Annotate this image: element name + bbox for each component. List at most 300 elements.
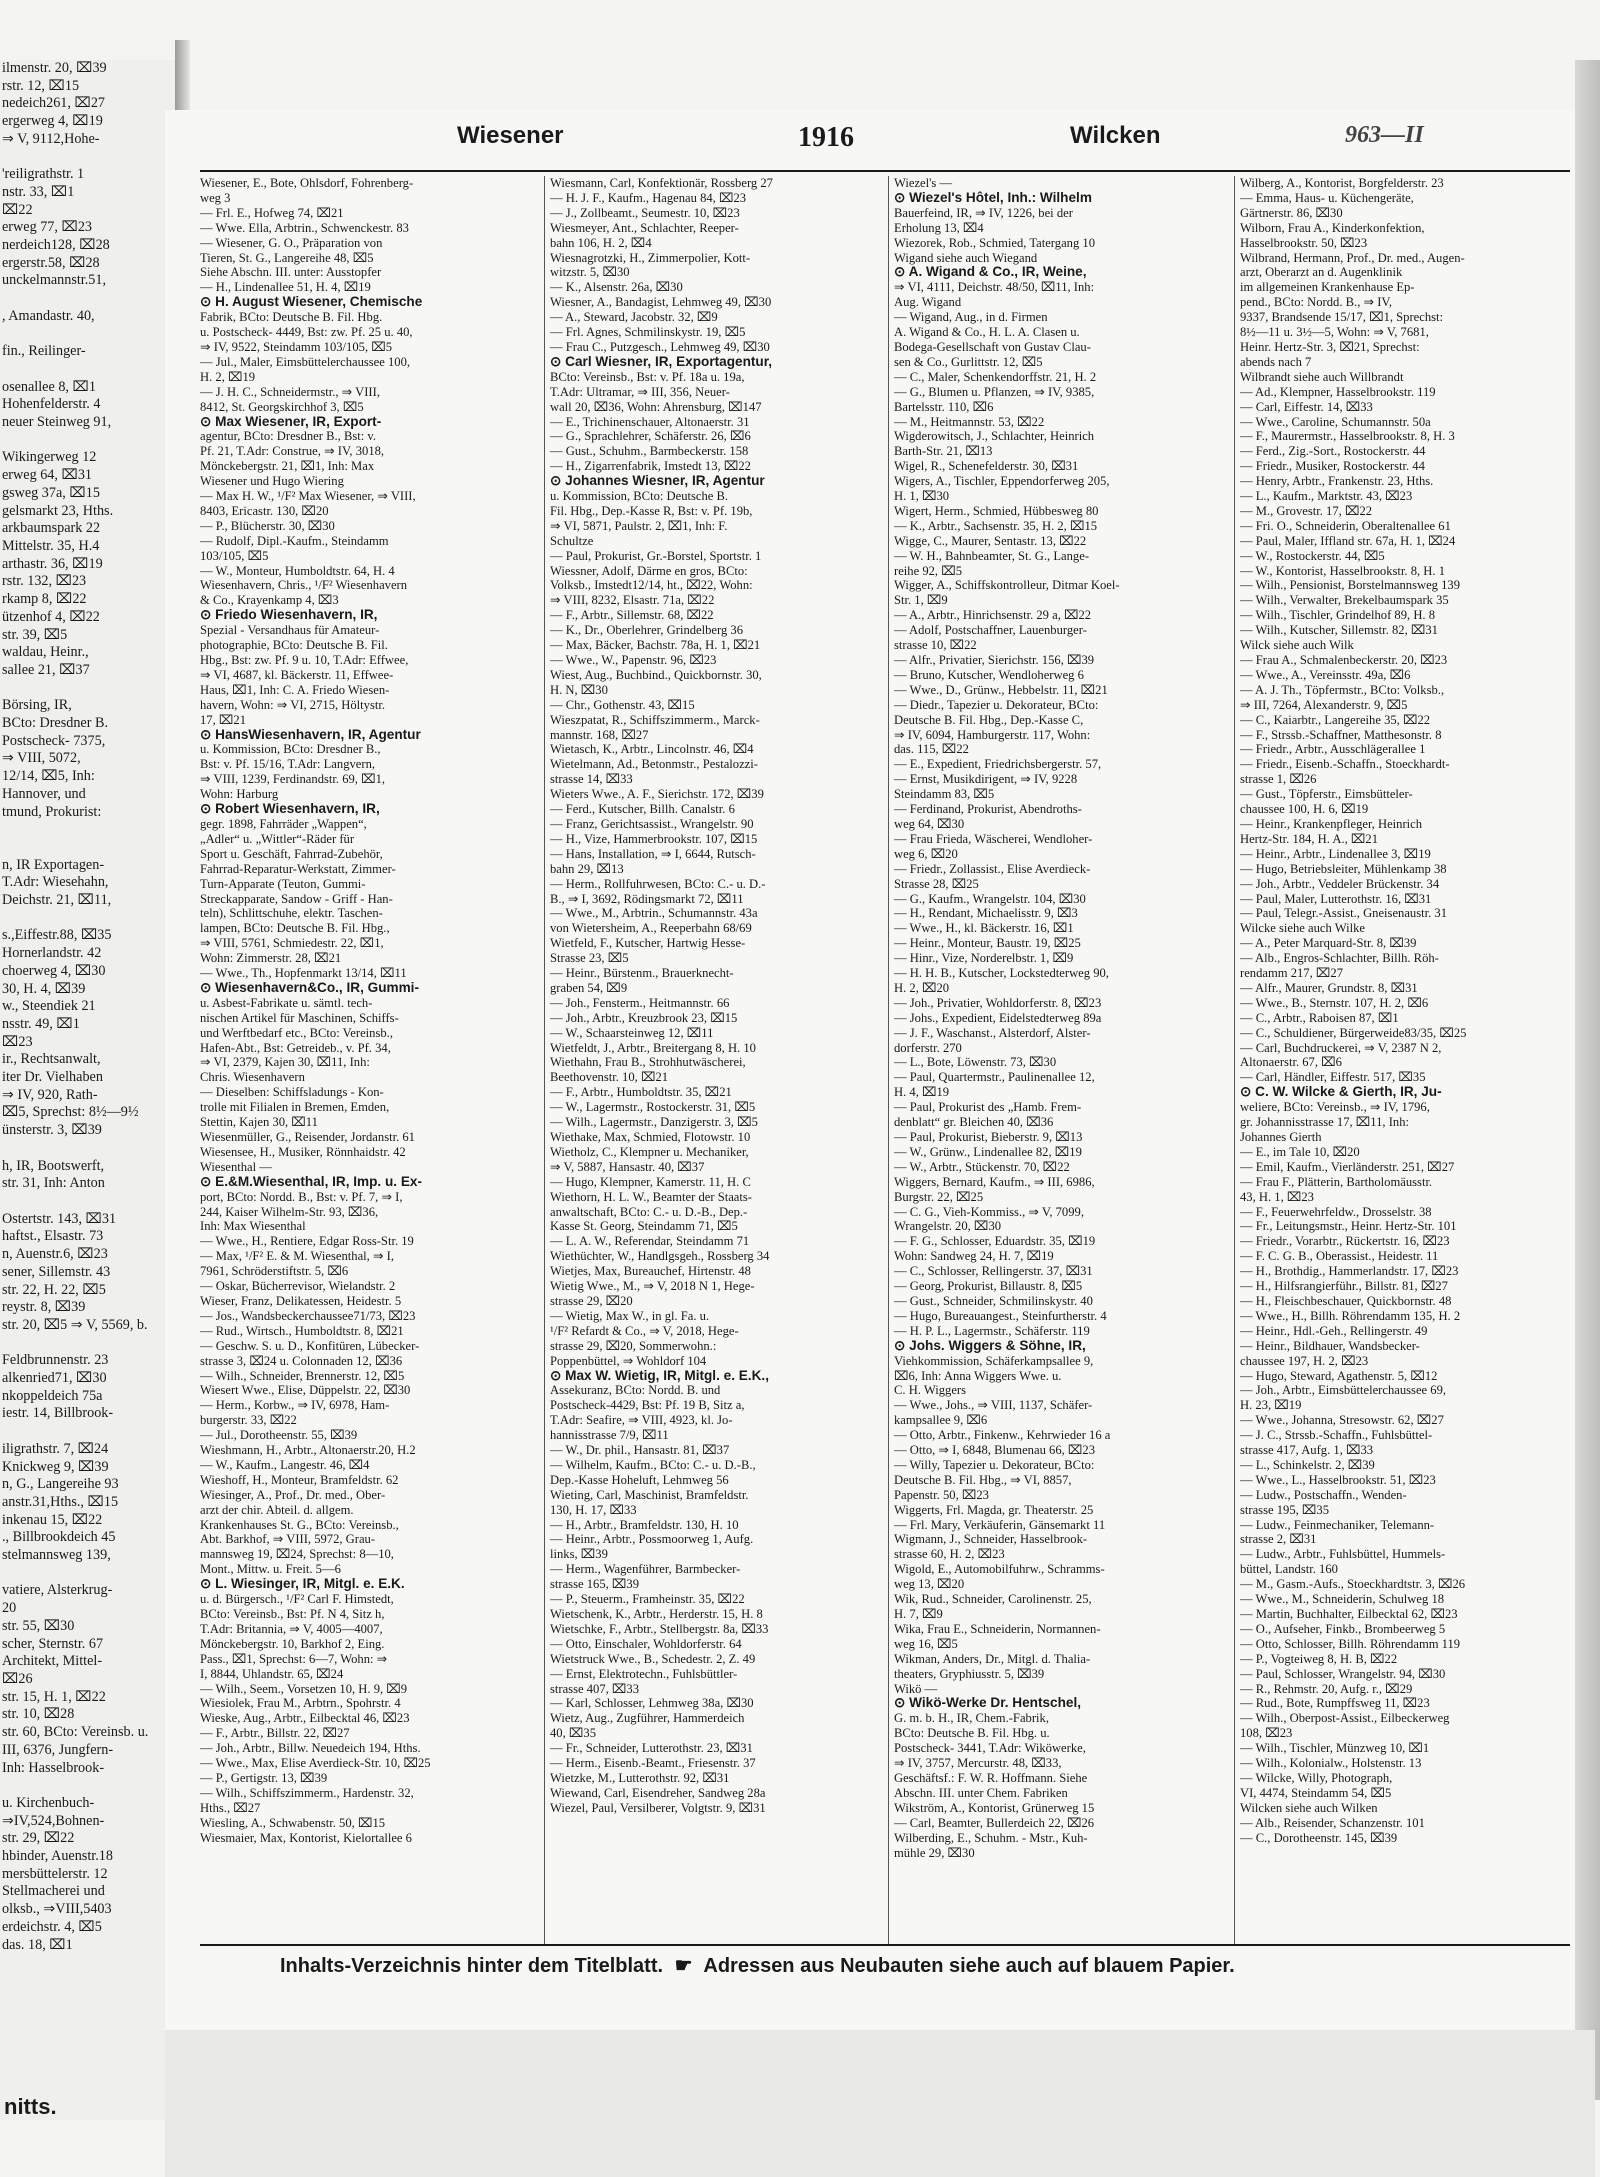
directory-line: — J., Zollbeamt., Seumestr. 10, ⌧23 xyxy=(550,205,740,220)
directory-line: — W., Arbtr., Stückenstr. 70, ⌧22 xyxy=(894,1159,1070,1174)
directory-line: — Otto, Einschaler, Wohldorferstr. 64 xyxy=(550,1636,742,1651)
directory-line: Kasse St. Georg, Steindamm 71, ⌧5 xyxy=(550,1219,738,1234)
directory-line: Deutsche B. Fil. Hbg., ⇒ VI, 8857, xyxy=(894,1472,1072,1487)
footer-rule xyxy=(200,1944,1570,1946)
directory-line: Wieters Wwe., A. F., Sierichstr. 172, ⌧39 xyxy=(550,787,764,802)
directory-line: — Emil, Kaufm., Vierländerstr. 251, ⌧27 xyxy=(1240,1159,1455,1174)
directory-line: Mönckebergstr. 10, Barkhof 2, Eing. xyxy=(200,1636,385,1651)
directory-line: weliere, BCto: Vereinsb., ⇒ IV, 1796, xyxy=(1240,1100,1430,1115)
directory-line: — A., Peter Marquard-Str. 8, ⌧39 xyxy=(1240,936,1417,951)
directory-line: — Joh., Arbtr., Billw. Neuedeich 194, Hths. xyxy=(200,1741,421,1756)
directory-line: Wieser, Franz, Delikatessen, Heidestr. 5 xyxy=(200,1293,402,1308)
directory-line: Poppenbüttel, ⇒ Wohldorf 104 xyxy=(550,1353,707,1368)
directory-line: nstr. 33, ⌧1 xyxy=(2,183,75,200)
directory-line: BCto: Vereinsb., Bst: v. Pf. 18a u. 19a, xyxy=(550,369,745,384)
directory-line: — Paul, Maler, Iffland str. 67a, H. 1, ⌧24 xyxy=(1240,533,1456,548)
directory-line: Wiesnagrotzki, H., Zimmerpolier, Kott- xyxy=(550,250,751,265)
directory-line: rstr. 12, ⌧15 xyxy=(2,77,80,94)
directory-line: Wilberding, E., Schuhm. - Mstr., Kuh- xyxy=(894,1830,1088,1845)
directory-line: Wiesener, E., Bote, Ohlsdorf, Fohrenberg- xyxy=(200,176,414,190)
directory-line: — Jul., Maler, Eimsbüttelerchaussee 100, xyxy=(200,354,411,369)
directory-line: graben 54, ⌧9 xyxy=(550,980,628,995)
directory-line: — C., Dorotheenstr. 145, ⌧39 xyxy=(1240,1830,1398,1845)
directory-line: Wietjes, Max, Bureauchef, Hirtenstr. 48 xyxy=(550,1264,751,1279)
directory-line: — Fr., Leitungsmstr., Heinr. Hertz-Str. 101 xyxy=(1240,1219,1457,1234)
directory-line: str. 22, H. 22, ⌧5 xyxy=(2,1281,106,1298)
directory-line: — Wilh., Pensionist, Borstelmannsweg 139 xyxy=(1240,578,1460,593)
directory-line: T.Adr: Seafire, ⇒ VIII, 4923, kl. Jo- xyxy=(550,1413,733,1428)
directory-line: strasse 10, ⌧22 xyxy=(894,638,977,653)
directory-line: — Jos., Wandsbeckerchaussee71/73, ⌧23 xyxy=(200,1308,416,1323)
directory-line: ergerstr.58, ⌧28 xyxy=(2,254,100,271)
directory-line: 7961, Schröderstiftstr. 5, ⌧6 xyxy=(200,1264,349,1279)
directory-line: T.Adr: Britannia, ⇒ V, 4005—4007, xyxy=(200,1621,383,1636)
directory-line: Wohn: Harburg xyxy=(200,787,279,802)
directory-line: Wigger, A., Schiffskontrolleur, Ditmar Koel- xyxy=(894,578,1120,593)
directory-line: ⇒ VIII, 8232, Elsastr. 71a, ⌧22 xyxy=(550,593,715,608)
directory-line: ⌧5, Sprechst: 8½—9½ xyxy=(2,1104,139,1121)
directory-line: Bodega-Gesellschaft von Gustav Clau- xyxy=(894,339,1091,354)
running-header xyxy=(200,122,1570,166)
header-first-entry: Wiesener xyxy=(457,122,564,149)
directory-line: Fabrik, BCto: Deutsche B. Fil. Hbg. xyxy=(200,310,383,325)
directory-line: Wiezel, Paul, Versilberer, Volgtstr. 9, ⌧31 xyxy=(550,1800,766,1815)
directory-line: Postscheck-4429, Bst: Pf. 19 B, Sitz a, xyxy=(550,1398,745,1413)
directory-line: nerdeich128, ⌧28 xyxy=(2,237,110,254)
directory-line: , Amandastr. 40, xyxy=(2,307,95,324)
directory-line: ⊙ Wikö-Werke Dr. Hentschel, xyxy=(894,1696,1082,1711)
directory-line: — C., Kaiarbtr., Langereihe 35, ⌧22 xyxy=(1240,712,1431,727)
directory-line: Stettin, Kajen 30, ⌧11 xyxy=(200,1115,318,1130)
directory-line: ⇒ III, 7264, Alexanderstr. 9, ⌧5 xyxy=(1240,697,1408,712)
directory-line: — Herm., Eisenb.-Beamt., Friesenstr. 37 xyxy=(550,1756,756,1771)
directory-line: Volksb., Imstedt12/14, ht., ⌧22, Wohn: xyxy=(550,578,753,593)
directory-line: Wieshmann, H., Arbtr., Altonaerstr.20, H.2 xyxy=(200,1443,416,1458)
directory-line: alkenried71, ⌧30 xyxy=(2,1370,107,1387)
directory-line: — Willy, Tapezier u. Dekorateur, BCto: xyxy=(894,1457,1095,1472)
directory-line: — M., Grovestr. 17, ⌧22 xyxy=(1240,503,1373,518)
directory-line: Hths., ⌧27 xyxy=(200,1800,261,1815)
directory-line: H. 1, ⌧30 xyxy=(894,489,950,504)
directory-line: — C., Schlosser, Rellingerstr. 37, ⌧31 xyxy=(894,1264,1093,1279)
directory-line: ützenhof 4, ⌧22 xyxy=(2,608,100,625)
directory-line: Postscheck- 3441, T.Adr: Wiköwerke, xyxy=(894,1741,1086,1756)
directory-line: — J. F., Waschanst., Alsterdorf, Alster- xyxy=(894,1025,1091,1040)
directory-line: — Hugo, Klempner, Kamerstr. 11, H. C xyxy=(550,1174,751,1189)
directory-line xyxy=(0,821,175,839)
directory-line: C. H. Wiggers xyxy=(894,1383,967,1398)
directory-line: — Paul, Prokurist des „Hamb. Frem- xyxy=(894,1100,1082,1115)
directory-line: ⇒ IV, 3757, Mercurstr. 48, ⌧33, xyxy=(894,1756,1062,1771)
directory-line: mersbüttelerstr. 12 xyxy=(2,1865,108,1882)
directory-line: 130, H. 17, ⌧33 xyxy=(550,1502,637,1517)
directory-line: G. m. b. H., IR, Chem.-Fabrik, xyxy=(894,1711,1049,1726)
directory-line: str. 15, H. 1, ⌧22 xyxy=(2,1688,106,1705)
directory-line xyxy=(0,432,175,450)
directory-line: — Wilh., Tischler, Münzweg 10, ⌧1 xyxy=(1240,1741,1430,1756)
directory-line: Wrangelstr. 20, ⌧30 xyxy=(894,1219,1002,1234)
directory-line: ⇒ VI, 4687, kl. Bäckerstr. 11, Effwee- xyxy=(200,667,394,682)
directory-line: Beethovenstr. 10, ⌧21 xyxy=(550,1070,669,1085)
directory-line: — Hugo, Steward, Agathenstr. 5, ⌧12 xyxy=(1240,1368,1438,1383)
directory-line: denblatt“ gr. Bleichen 40, ⌧36 xyxy=(894,1115,1054,1130)
directory-line: Wilck siehe auch Wilk xyxy=(1240,638,1354,653)
directory-line: str. 20, ⌧5 ⇒ V, 5569, b. xyxy=(2,1316,148,1333)
directory-line: — K., Arbtr., Sachsenstr. 35, H. 2, ⌧15 xyxy=(894,518,1098,533)
directory-line: u. Postscheck- 4449, Bst: zw. Pf. 25 u. 40, xyxy=(200,325,413,340)
directory-line: — Johs., Expedient, Eidelstedterweg 89a xyxy=(894,1010,1102,1025)
directory-line: Wiethorn, H. L. W., Beamter der Staats- xyxy=(550,1189,752,1204)
directory-line xyxy=(0,361,175,379)
directory-line: das. 18, ⌧1 xyxy=(2,1936,73,1953)
directory-line xyxy=(0,680,175,698)
directory-line: — Bruno, Kutscher, Wendloherweg 6 xyxy=(894,667,1084,682)
directory-line: nedeich261, ⌧27 xyxy=(2,95,106,112)
directory-line: strasse 60, H. 2, ⌧23 xyxy=(894,1547,1005,1562)
directory-line: 43, H. 1, ⌧23 xyxy=(1240,1189,1314,1204)
directory-line: Hohenfelderstr. 4 xyxy=(2,396,101,413)
directory-line: reystr. 8, ⌧39 xyxy=(2,1299,86,1316)
directory-line: Wigderowitsch, J., Schlachter, Heinrich xyxy=(894,429,1095,444)
directory-line: VI, 4474, Steindamm 54, ⌧5 xyxy=(1240,1785,1392,1800)
directory-line: Wohn: Sandweg 24, H. 7, ⌧19 xyxy=(894,1249,1054,1264)
directory-line: ⊙ HansWiesenhavern, IR, Agentur xyxy=(200,727,421,742)
directory-line: — Heinr., Bildhauer, Wandsbecker- xyxy=(1240,1338,1420,1353)
directory-line: — Wilcke, Willy, Photograph, xyxy=(1240,1770,1393,1785)
header-last-entry: Wilcken xyxy=(1070,122,1161,149)
directory-line xyxy=(0,1423,175,1441)
directory-line: vatiere, Alsterkrug- xyxy=(2,1582,113,1599)
directory-line: büttel, Landstr. 160 xyxy=(1240,1562,1338,1577)
directory-line: — Alfr., Privatier, Sierichstr. 156, ⌧39 xyxy=(894,653,1095,667)
directory-line: — Paul, Prokurist, Gr.-Borstel, Sportstr. 1 xyxy=(550,548,762,563)
directory-line: — Wwe., H., Billh. Röhrendamm 135, H. 2 xyxy=(1240,1308,1461,1323)
directory-line: ⌧22 xyxy=(2,201,33,218)
directory-line: Wiesmeyer, Ant., Schlachter, Reeper- xyxy=(550,220,739,235)
directory-line: — Ludw., Feinmechaniker, Telemann- xyxy=(1240,1517,1435,1532)
directory-line: ⊙ Robert Wiesenhavern, IR, xyxy=(200,802,380,817)
directory-line: Mönckebergstr. 21, ⌧1, Inh: Max xyxy=(200,459,375,474)
directory-line: 40, ⌧35 xyxy=(550,1726,596,1741)
directory-line: — Wwe., M., Arbtrin., Schumannstr. 43a xyxy=(550,906,758,921)
directory-line: — Heinr., Arbtr., Possmoorweg 1, Aufg. xyxy=(550,1532,754,1547)
directory-line: mühle 29, ⌧30 xyxy=(894,1845,975,1860)
directory-line: Haus, ⌧1, Inh: C. A. Friedo Wiesen- xyxy=(200,682,390,697)
directory-line: weg 3 xyxy=(200,190,231,205)
directory-line: — Ferd., Kutscher, Billh. Canalstr. 6 xyxy=(550,802,735,817)
directory-line: 8412, St. Georgskirchhof 3, ⌧5 xyxy=(200,399,364,414)
directory-line: erweg 77, ⌧23 xyxy=(2,219,93,236)
directory-line: — H., Rendant, Michaelisstr. 9, ⌧3 xyxy=(894,906,1078,921)
directory-line: strasse 1, ⌧26 xyxy=(1240,772,1317,787)
directory-line: iestr. 14, Billbrook- xyxy=(2,1405,114,1422)
directory-line: ⊙ L. Wiesinger, IR, Mitgl. e. E.K. xyxy=(200,1577,405,1592)
directory-line: — H., Brothdig., Hammerlandstr. 17, ⌧23 xyxy=(1240,1264,1459,1279)
directory-line: Wigold, E., Automobilfuhrw., Schramms- xyxy=(894,1562,1105,1577)
directory-line: das. 115, ⌧22 xyxy=(894,742,969,757)
directory-line: ⇒ IV, 6094, Hamburgerstr. 117, Wohn: xyxy=(894,727,1091,742)
directory-line: str. 55, ⌧30 xyxy=(2,1617,75,1634)
directory-line: Wiessner, Adolf, Därme en gros, BCto: xyxy=(550,563,748,578)
directory-line: Bauerfeind, IR, ⇒ IV, 1226, bei der xyxy=(894,205,1073,220)
directory-line: — Wilh., Tischler, Grindelhof 89, H. 8 xyxy=(1240,608,1436,623)
directory-line: 8403, Ericastr. 130, ⌧20 xyxy=(200,503,329,518)
directory-line: — L., Kaufm., Marktstr. 43, ⌧23 xyxy=(1240,489,1413,504)
directory-line: — Wwe., Th., Hopfenmarkt 13/14, ⌧11 xyxy=(200,966,407,981)
directory-line: — F., Feuerwehrfeldw., Drosselstr. 38 xyxy=(1240,1204,1432,1219)
left-page-lines xyxy=(0,60,175,1954)
directory-line: — Wwe., D., Grünw., Hebbelstr. 11, ⌧21 xyxy=(894,682,1108,697)
directory-line: u. Asbest-Fabrikate u. sämtl. tech- xyxy=(200,995,373,1010)
directory-line: Gärtnerstr. 86, ⌧30 xyxy=(1240,205,1343,220)
directory-line: Wigers, A., Tischler, Eppendorferweg 205, xyxy=(894,474,1110,489)
directory-line: & Co., Krayenkamp 4, ⌧3 xyxy=(200,593,339,608)
directory-line: photographie, BCto: Deutsche B. Fil. xyxy=(200,638,388,653)
directory-line: Wik, Rud., Schneider, Carolinenstr. 25, xyxy=(894,1592,1092,1607)
directory-line: — Ferd., Zig.-Sort., Rostockerstr. 44 xyxy=(1240,444,1426,459)
directory-line: von Wietersheim, A., Reeperbahn 68/69 xyxy=(550,921,752,936)
directory-line: ir., Rechtsanwalt, xyxy=(2,1051,101,1068)
directory-line: — Gust., Töpferstr., Eimsbütteler- xyxy=(1240,787,1413,802)
directory-line: — Max, Bäcker, Bachstr. 78a, H. 1, ⌧21 xyxy=(550,638,761,653)
directory-line: Abt. Barkhof, ⇒ VIII, 5972, Grau- xyxy=(200,1532,376,1547)
bottom-margin xyxy=(165,2030,1595,2177)
directory-line: pend., BCto: Nordd. B., ⇒ IV, xyxy=(1240,295,1393,310)
directory-line: olksb., ⇒VIII,5403 xyxy=(2,1901,112,1918)
directory-column-3 xyxy=(894,176,1230,1941)
directory-line: Feldbrunnenstr. 23 xyxy=(2,1352,109,1369)
directory-line: — Heinr., Arbtr., Lindenallee 3, ⌧19 xyxy=(1240,846,1431,861)
directory-line: — Friedr., Zollassist., Elise Averdieck- xyxy=(894,861,1091,876)
directory-line: Inh: Hasselbrook- xyxy=(2,1759,105,1776)
directory-line: teln), Schlittschuhe, elektr. Taschen- xyxy=(200,906,383,921)
directory-line: — Heinr., Bürstenm., Brauerknecht- xyxy=(550,966,734,981)
directory-line: — P., Steuerm., Framheinstr. 35, ⌧22 xyxy=(550,1592,745,1607)
directory-line: — O., Aufseher, Finkb., Brombeerweg 5 xyxy=(1240,1621,1446,1636)
directory-line: BCto: Vereinsb., Bst: Pf. N 4, Sitz h, xyxy=(200,1607,385,1621)
directory-line: — Wwe., Johs., ⇒ VIII, 1137, Schäfer- xyxy=(894,1398,1093,1413)
directory-line: — Emma, Haus- u. Küchengeräte, xyxy=(1240,190,1414,205)
directory-line: — Jul., Dorotheenstr. 55, ⌧39 xyxy=(200,1428,358,1443)
directory-line: Steindamm 83, ⌧5 xyxy=(894,787,995,802)
directory-line: h, IR, Bootswerft, xyxy=(2,1157,105,1174)
directory-line: T.Adr: Ultramar, ⇒ III, 356, Neuer- xyxy=(550,384,730,399)
directory-line: Krankenhauses St. G., BCto: Vereinsb., xyxy=(200,1517,399,1532)
directory-line: u. Kommission, BCto: Dresdner B., xyxy=(200,742,381,757)
directory-line: — Wwe., H., Rentiere, Edgar Ross-Str. 19 xyxy=(200,1234,414,1249)
directory-line: — Friedr., Musiker, Rostockerstr. 44 xyxy=(1240,459,1425,474)
column-divider xyxy=(1234,176,1235,1946)
directory-line: neuer Steinweg 91, xyxy=(2,414,112,431)
directory-line: lampen, BCto: Deutsche B. Fil. Hbg., xyxy=(200,921,390,936)
directory-line: — Carl, Händler, Eiffestr. 517, ⌧35 xyxy=(1240,1070,1426,1085)
directory-line: Erholung 13, ⌧4 xyxy=(894,220,984,235)
directory-line: Wiezorek, Rob., Schmied, Tatergang 10 xyxy=(894,235,1095,250)
directory-line: weg 64, ⌧30 xyxy=(894,816,965,831)
directory-line: — Wilh., Schneider, Brennerstr. 12, ⌧5 xyxy=(200,1368,405,1383)
directory-line: — Frl. Agnes, Schmilinskystr. 19, ⌧5 xyxy=(550,325,746,340)
directory-line: Fil. Hbg., Dep.-Kasse R, Bst: v. Pf. 19b, xyxy=(550,503,753,518)
directory-line: scher, Sternstr. 67 xyxy=(2,1635,104,1652)
page-edge xyxy=(1575,60,1600,2100)
directory-line: strasse 407, ⌧33 xyxy=(550,1681,640,1696)
directory-line: Chris. Wiesenhavern xyxy=(200,1070,305,1085)
directory-line: gelsmarkt 23, Hths. xyxy=(2,502,114,519)
directory-line: — P., Vogteiweg 8, H. B, ⌧22 xyxy=(1240,1651,1398,1666)
directory-line: — C., Maler, Schenkendorffstr. 21, H. 2 xyxy=(894,369,1097,384)
directory-line: ⊙ Carl Wiesner, IR, Exportagentur, xyxy=(550,354,773,369)
directory-line: ., Billbrookdeich 45 xyxy=(2,1529,116,1546)
directory-line: Schultze xyxy=(550,533,594,548)
directory-line: Hannover, und xyxy=(2,785,86,802)
directory-line: ergerweg 4, ⌧19 xyxy=(2,113,103,130)
directory-line: — Alb., Reisender, Schanzenstr. 101 xyxy=(1240,1815,1425,1830)
directory-line: — W., Rostockerstr. 44, ⌧5 xyxy=(1240,548,1385,563)
directory-line: — W., Kontorist, Hasselbrookstr. 8, H. 1 xyxy=(1240,563,1445,578)
directory-line: Wohn: Zimmerstr. 28, ⌧21 xyxy=(200,951,342,966)
directory-line: Viehkommission, Schäferkampsallee 9, xyxy=(894,1353,1094,1368)
directory-line: — Wwe., L., Hasselbrookstr. 51, ⌧23 xyxy=(1240,1472,1436,1487)
directory-line: mannsweg 19, ⌧24, Sprechst: 8—10, xyxy=(200,1547,394,1562)
directory-line: fin., Reilinger- xyxy=(2,343,86,360)
directory-line: — L. A. W., Referendar, Steindamm 71 xyxy=(550,1234,750,1249)
directory-line: — Herm., Rollfuhrwesen, BCto: C.- u. D.- xyxy=(550,876,766,891)
directory-line: — F., Strssb.-Schaffner, Matthesonstr. 8 xyxy=(1240,727,1442,742)
directory-line: sener, Sillemstr. 43 xyxy=(2,1263,111,1280)
directory-line: arkbaumspark 22 xyxy=(2,520,101,537)
directory-line: Mont., Mittw. u. Freit. 5—6 xyxy=(200,1562,341,1577)
directory-line: — Paul, Maler, Lutterothstr. 16, ⌧31 xyxy=(1240,891,1432,906)
directory-line: — W., Schaarsteinweg 12, ⌧11 xyxy=(550,1025,714,1040)
directory-line: Wilberg, A., Kontorist, Borgfelderstr. 23 xyxy=(1240,176,1444,190)
directory-line: 108, ⌧23 xyxy=(1240,1726,1293,1741)
directory-line: — Carl, Beamter, Bullerdeich 22, ⌧26 xyxy=(894,1815,1095,1830)
directory-line: abends nach 7 xyxy=(1240,354,1312,369)
directory-line: Bartelsstr. 110, ⌧6 xyxy=(894,399,994,414)
directory-line: witzstr. 5, ⌧30 xyxy=(550,265,630,280)
directory-line: Wiesert Wwe., Elise, Düppelstr. 22, ⌧30 xyxy=(200,1383,411,1398)
directory-line: — Martin, Buchhalter, Eilbecktal 62, ⌧23 xyxy=(1240,1607,1458,1621)
directory-line: ⇒ VI, 5871, Paulstr. 2, ⌧1, Inh: F. xyxy=(550,518,728,533)
directory-line: gsweg 37a, ⌧15 xyxy=(2,484,100,501)
directory-line: — Adolf, Postschaffner, Lauenburger- xyxy=(894,623,1087,638)
directory-line: — Wigand, Aug., in d. Firmen xyxy=(894,310,1048,325)
directory-line: Wiethüchter, W., Handlgsgeh., Rossberg 34 xyxy=(550,1249,770,1264)
directory-line: Burgstr. 22, ⌧25 xyxy=(894,1189,984,1204)
directory-line: — Frl. E., Hofweg 74, ⌧21 xyxy=(200,205,344,220)
directory-line: „Adler“ u. „Wittler“-Räder für xyxy=(200,831,355,846)
directory-line: u. Kommission, BCto: Deutsche B. xyxy=(550,489,729,504)
directory-line: Tieren, St. G., Langereihe 48, ⌧5 xyxy=(200,250,374,265)
directory-line: hannisstrasse 7/9, ⌧11 xyxy=(550,1428,669,1443)
directory-line: rkamp 8, ⌧22 xyxy=(2,591,87,608)
directory-line: — Rud., Bote, Rumpffsweg 11, ⌧23 xyxy=(1240,1696,1430,1711)
directory-line: BCto: Dresdner B. xyxy=(2,715,109,732)
directory-line: iligrathstr. 7, ⌧24 xyxy=(2,1440,109,1457)
directory-line: — Geschw. S. u. D., Konfitüren, Lübecker- xyxy=(200,1338,420,1353)
directory-line: ⊙ H. August Wiesener, Chemische xyxy=(200,295,423,310)
directory-line: osenallee 8, ⌧1 xyxy=(2,378,96,395)
directory-line: nischen Artikel für Maschinen, Schiffs- xyxy=(200,1010,399,1025)
directory-line: Wiesensee, H., Musiker, Rönnhaidstr. 42 xyxy=(200,1144,406,1159)
directory-line: str. 10, ⌧28 xyxy=(2,1706,75,1723)
directory-line: — Paul, Prokurist, Bieberstr. 9, ⌧13 xyxy=(894,1130,1083,1144)
directory-line: — Friedr., Vorarbtr., Rückertstr. 16, ⌧23 xyxy=(1240,1234,1450,1249)
directory-line: — H., Hilfsrangierführ., Billstr. 81, ⌧27 xyxy=(1240,1279,1448,1294)
directory-line: — Ferdinand, Prokurist, Abendroths- xyxy=(894,802,1082,817)
directory-line: Wietasch, K., Arbtr., Lincolnstr. 46, ⌧4 xyxy=(550,742,754,757)
directory-line: — Frau A., Schmalenbeckerstr. 20, ⌧23 xyxy=(1240,653,1448,667)
directory-line xyxy=(0,1565,175,1583)
directory-line: Knickweg 9, ⌧39 xyxy=(2,1458,109,1475)
directory-line: — Carl, Eiffestr. 14, ⌧33 xyxy=(1240,399,1373,414)
directory-line: — Wwe., M., Schneiderin, Schulweg 18 xyxy=(1240,1592,1445,1607)
directory-line: ⊙ Friedo Wiesenhavern, IR, xyxy=(200,608,378,623)
directory-line: — E., Expedient, Friedrichsbergerstr. 57, xyxy=(894,757,1102,772)
page-footer xyxy=(280,1953,1235,1978)
directory-line: Wilcken siehe auch Wilken xyxy=(1240,1800,1378,1815)
directory-line: — F. C. G. B., Oberassist., Heidestr. 11 xyxy=(1240,1249,1439,1264)
directory-line: Papenstr. 50, ⌧23 xyxy=(894,1487,989,1502)
directory-line: — P., Gertigstr. 13, ⌧39 xyxy=(200,1770,328,1785)
directory-line: — Wilh., Lagermstr., Danzigerstr. 3, ⌧5 xyxy=(550,1115,758,1130)
directory-line: Wigand siehe auch Wiegand xyxy=(894,250,1038,265)
directory-line: weg 16, ⌧5 xyxy=(894,1636,958,1651)
directory-line: Pf. 21, T.Adr: Construe, ⇒ IV, 3018, xyxy=(200,444,385,459)
directory-line: str. 29, ⌧22 xyxy=(2,1830,75,1847)
directory-line: Wietfeld, F., Kutscher, Hartwig Hesse- xyxy=(550,936,746,951)
directory-line: 30, H. 4, ⌧39 xyxy=(2,980,86,997)
directory-line: — E., Trichinenschauer, Altonaerstr. 31 xyxy=(550,414,750,429)
directory-line: — Wwe., H., kl. Bäckerstr. 16, ⌧1 xyxy=(894,921,1074,936)
directory-line: H. 7, ⌧9 xyxy=(894,1607,943,1621)
directory-line: n, Auenstr.6, ⌧23 xyxy=(2,1246,108,1263)
directory-line: — Ludw., Arbtr., Fuhlsbüttel, Hummels- xyxy=(1240,1547,1446,1562)
directory-line: hbinder, Auenstr.18 xyxy=(2,1848,113,1865)
directory-line: ⇒ VIII, 5072, xyxy=(2,750,81,767)
directory-line: — Ad., Klempner, Hasselbrookstr. 119 xyxy=(1240,384,1436,399)
directory-line: Wieske, Aug., Arbtr., Eilbecktal 46, ⌧23 xyxy=(200,1711,410,1726)
directory-line: Wietz, Aug., Zugführer, Hammerdeich xyxy=(550,1711,745,1726)
directory-line: rendamm 217, ⌧27 xyxy=(1240,966,1344,981)
directory-line: — M., Heitmannstr. 53, ⌧22 xyxy=(894,414,1045,429)
directory-line: — Joh., Arbtr., Eimsbüttelerchaussee 69, xyxy=(1240,1383,1447,1398)
directory-line: ⊙ Wiesenhavern&Co., IR, Gummi- xyxy=(200,980,419,995)
directory-line: BCto: Deutsche B. Fil. Hbg. u. xyxy=(894,1726,1050,1741)
directory-line: — Frau Frieda, Wäscherei, Wendloher- xyxy=(894,831,1093,846)
directory-line: Dep.-Kasse Hoheluft, Lehmweg 56 xyxy=(550,1472,729,1487)
directory-line: H. 4, ⌧19 xyxy=(894,1085,950,1100)
directory-line: — H. H. B., Kutscher, Lockstedterweg 90, xyxy=(894,966,1109,981)
directory-line: Wiesiolek, Frau M., Arbtrn., Spohrstr. 4 xyxy=(200,1696,401,1711)
directory-line: str. 39, ⌧5 xyxy=(2,626,68,643)
directory-line: ⇒ IV, 920, Rath- xyxy=(2,1086,98,1103)
directory-line: Altonaerstr. 67, ⌧6 xyxy=(1240,1055,1342,1070)
directory-line: trolle mit Filialen in Bremen, Emden, xyxy=(200,1100,390,1115)
directory-line: — Gust., Schuhm., Barmbeckerstr. 158 xyxy=(550,444,749,459)
directory-line: ⇒ VIII, 1239, Ferdinandstr. 69, ⌧1, xyxy=(200,772,386,787)
directory-line: — Wilh., Seem., Vorsetzen 10, H. 9, ⌧9 xyxy=(200,1681,408,1696)
directory-line: Wietig Wwe., M., ⇒ V, 2018 N 1, Hege- xyxy=(550,1279,755,1294)
directory-line: Wietholz, C., Klempner u. Mechaniker, xyxy=(550,1144,749,1159)
directory-line: Wigmann, J., Schneider, Hasselbrook- xyxy=(894,1532,1088,1547)
directory-line: ⇒ VI, 2379, Kajen 30, ⌧11, Inh: xyxy=(200,1055,370,1070)
directory-line: Sport u. Geschäft, Fahrrad-Zubehör, xyxy=(200,846,383,861)
directory-line: — K., Alsenstr. 26a, ⌧30 xyxy=(550,280,683,295)
directory-line: — Hugo, Betriebsleiter, Mühlenkamp 38 xyxy=(1240,861,1447,876)
directory-line: strasse 29, ⌧20 xyxy=(550,1293,633,1308)
directory-line: Postscheck- 7375, xyxy=(2,732,106,749)
